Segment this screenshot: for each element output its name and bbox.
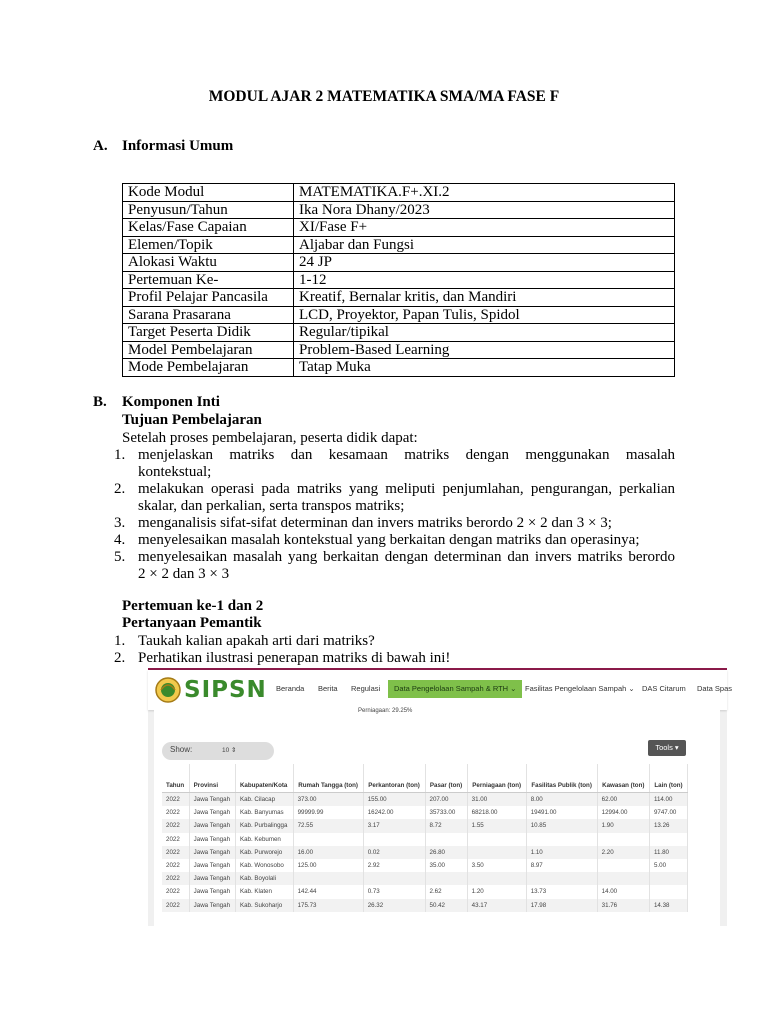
goals-intro: Setelah proses pembelajaran, peserta didik dapat: [122, 430, 418, 446]
sipsn-screenshot [148, 668, 733, 926]
sipsn-logo [154, 676, 267, 704]
column-header[interactable]: Provinsi [189, 764, 235, 793]
nav-data-spasial[interactable]: Data Spas [697, 684, 733, 693]
table-cell: 207.00 [425, 793, 467, 807]
info-row [123, 306, 675, 324]
nav-beranda[interactable]: Beranda [276, 684, 305, 693]
table-cell: Jawa Tengah [189, 899, 235, 912]
table-cell: 2.20 [597, 846, 649, 859]
info-value: LCD, Proyektor, Papan Tulis, Spidol [294, 306, 675, 324]
goal-line: skalar, dan perkalian, serta transpos matriks; [138, 498, 405, 514]
question-number: 2. [114, 650, 126, 666]
table-cell [597, 872, 649, 885]
table-cell [293, 872, 363, 885]
goal-item [114, 532, 675, 549]
goal-text [138, 549, 675, 583]
table-cell: Jawa Tengah [189, 885, 235, 898]
table-cell: 16.00 [293, 846, 363, 859]
table-cell: Kab. Klaten [235, 885, 293, 898]
table-cell: 13.73 [526, 885, 597, 898]
table-cell: 3.50 [467, 859, 526, 872]
table-cell: 2022 [162, 806, 189, 819]
section-a-letter: A. [93, 138, 108, 154]
goal-text [138, 481, 675, 515]
table-cell: 2.92 [363, 859, 425, 872]
question-text: Taukah kalian apakah arti dari matriks? [138, 633, 375, 649]
info-key: Alokasi Waktu [123, 254, 294, 272]
column-header[interactable]: Kawasan (ton) [597, 764, 649, 793]
subheading-pemantik: Pertanyaan Pemantik [122, 615, 262, 631]
table-cell: 17.98 [526, 899, 597, 912]
table-cell: 31.76 [597, 899, 649, 912]
table-cell: 10.85 [526, 819, 597, 832]
table-cell: 50.42 [425, 899, 467, 912]
info-row [123, 254, 675, 272]
goal-item [114, 481, 675, 515]
table-cell: 2022 [162, 885, 189, 898]
table-cell [649, 872, 687, 885]
table-cell [597, 859, 649, 872]
table-cell: 14.00 [597, 885, 649, 898]
info-value: Kreatif, Bernalar kritis, dan Mandiri [294, 289, 675, 307]
table-cell: Kab. Wonosobo [235, 859, 293, 872]
table-row [162, 899, 688, 912]
document-title: MODUL AJAR 2 MATEMATIKA SMA/MA FASE F [208, 88, 560, 105]
table-cell: 8.97 [526, 859, 597, 872]
subheading-pertemuan: Pertemuan ke-1 dan 2 [122, 598, 264, 614]
sipsn-logo-text: SIPSN [184, 677, 267, 703]
table-cell: 72.55 [293, 819, 363, 832]
goal-line: 2 × 2 dan 3 × 3 [138, 566, 230, 582]
info-value: 24 JP [294, 254, 675, 272]
table-cell: 175.73 [293, 899, 363, 912]
questions-list [114, 633, 675, 667]
table-row [162, 833, 688, 846]
info-table [122, 183, 675, 377]
table-cell: 0.02 [363, 846, 425, 859]
table-cell: Jawa Tengah [189, 819, 235, 832]
table-cell: 11.80 [649, 846, 687, 859]
column-header[interactable]: Perkantoran (ton) [363, 764, 425, 793]
goal-line: menjelaskan matriks dan kesamaan matriks dengan menggunakan masalah [138, 447, 675, 463]
info-value: Problem-Based Learning [294, 341, 675, 359]
goal-text [138, 532, 675, 549]
info-row [123, 271, 675, 289]
table-cell: 1.20 [467, 885, 526, 898]
table-row [162, 872, 688, 885]
info-row [123, 289, 675, 307]
table-cell [597, 833, 649, 846]
nav-regulasi[interactable]: Regulasi [351, 684, 381, 693]
info-key: Pertemuan Ke- [123, 271, 294, 289]
garuda-emblem-icon [154, 676, 182, 704]
nav-berita[interactable]: Berita [318, 684, 338, 693]
table-cell: Kab. Boyolali [235, 872, 293, 885]
column-header[interactable]: Rumah Tangga (ton) [293, 764, 363, 793]
table-row [162, 885, 688, 898]
table-cell: 43.17 [467, 899, 526, 912]
table-cell: 2022 [162, 872, 189, 885]
info-key: Target Peserta Didik [123, 324, 294, 342]
table-cell [649, 833, 687, 846]
table-cell: 14.38 [649, 899, 687, 912]
table-cell: 1.55 [467, 819, 526, 832]
table-cell: 12994.00 [597, 806, 649, 819]
info-value: MATEMATIKA.F+.XI.2 [294, 184, 675, 202]
goal-text [138, 515, 675, 532]
table-cell: 26.80 [425, 846, 467, 859]
goal-number: 2. [114, 481, 126, 497]
table-cell: 35.00 [425, 859, 467, 872]
table-cell: 16242.00 [363, 806, 425, 819]
table-cell: 31.00 [467, 793, 526, 807]
show-select[interactable]: 10 ⇕ [222, 747, 237, 754]
table-cell: 2022 [162, 846, 189, 859]
table-cell: Jawa Tengah [189, 859, 235, 872]
table-row [162, 859, 688, 872]
table-cell [425, 872, 467, 885]
goal-line: kontekstual; [138, 464, 212, 480]
table-cell [293, 833, 363, 846]
table-cell: 5.00 [649, 859, 687, 872]
section-b-letter: B. [93, 394, 107, 410]
table-cell: Kab. Banyumas [235, 806, 293, 819]
table-cell: 114.00 [649, 793, 687, 807]
tools-button[interactable]: Tools ▾ [648, 740, 686, 756]
table-cell [467, 872, 526, 885]
table-cell: Kab. Purbalingga [235, 819, 293, 832]
table-cell: Jawa Tengah [189, 793, 235, 807]
section-a-title: Informasi Umum [122, 138, 234, 154]
chart-partial-label: Perniagaan: 29.25% [358, 708, 413, 714]
goal-item [114, 515, 675, 532]
sipsn-navbar [148, 670, 733, 710]
info-row [123, 184, 675, 202]
section-a-heading [0, 138, 768, 156]
table-row [162, 793, 688, 807]
nav-data-pengelolaan[interactable]: Data Pengelolaan Sampah & RTH ⌄ [388, 680, 522, 698]
table-cell: 9747.00 [649, 806, 687, 819]
info-value: Aljabar dan Fungsi [294, 236, 675, 254]
nav-fasilitas[interactable]: Fasilitas Pengelolaan Sampah ⌄ [525, 684, 635, 693]
subheading-tujuan: Tujuan Pembelajaran [122, 412, 262, 428]
table-cell: 68218.00 [467, 806, 526, 819]
table-cell [363, 833, 425, 846]
table-cell: 1.90 [597, 819, 649, 832]
goals-list [114, 447, 675, 583]
info-value: Ika Nora Dhany/2023 [294, 201, 675, 219]
goal-number: 3. [114, 515, 126, 531]
info-row [123, 201, 675, 219]
info-key: Kelas/Fase Capaian [123, 219, 294, 237]
column-header[interactable]: Fasilitas Publik (ton) [526, 764, 597, 793]
table-cell: 19491.00 [526, 806, 597, 819]
goal-text [138, 447, 675, 481]
table-cell: 125.00 [293, 859, 363, 872]
info-row [123, 341, 675, 359]
goal-item [114, 447, 675, 481]
table-cell: Jawa Tengah [189, 846, 235, 859]
info-value: 1-12 [294, 271, 675, 289]
goal-line: menyelesaikan masalah yang berkaitan dengan determinan dan invers matriks berordo [138, 549, 675, 565]
goal-line: menyelesaikan masalah kontekstual yang berkaitan dengan matriks dan operasinya; [138, 532, 640, 548]
table-cell [467, 846, 526, 859]
info-key: Mode Pembelajaran [123, 359, 294, 377]
goal-line: melakukan operasi pada matriks yang meliputi penjumlahan, pengurangan, perkalian [138, 481, 675, 497]
table-cell: 8.00 [526, 793, 597, 807]
table-cell: 2022 [162, 899, 189, 912]
table-cell: 8.72 [425, 819, 467, 832]
info-key: Sarana Prasarana [123, 306, 294, 324]
info-value: XI/Fase F+ [294, 219, 675, 237]
table-cell: Kab. Kebumen [235, 833, 293, 846]
goal-item [114, 549, 675, 583]
column-header[interactable]: Perniagaan (ton) [467, 764, 526, 793]
table-cell: 35733.00 [425, 806, 467, 819]
table-cell: Jawa Tengah [189, 833, 235, 846]
table-cell: 0.73 [363, 885, 425, 898]
section-b-title: Komponen Inti [122, 394, 220, 410]
table-cell: 142.44 [293, 885, 363, 898]
table-cell: 2022 [162, 859, 189, 872]
column-header[interactable]: Lain (ton) [649, 764, 687, 793]
question-item [114, 650, 675, 667]
table-cell: Kab. Purworejo [235, 846, 293, 859]
info-key: Penyusun/Tahun [123, 201, 294, 219]
info-row [123, 359, 675, 377]
table-cell: 99999.99 [293, 806, 363, 819]
goal-number: 1. [114, 447, 126, 463]
table-cell: 2.62 [425, 885, 467, 898]
table-row [162, 819, 688, 832]
table-cell: 13.26 [649, 819, 687, 832]
info-key: Profil Pelajar Pancasila [123, 289, 294, 307]
nav-das-citarum[interactable]: DAS Citarum [642, 684, 686, 693]
table-cell: 1.10 [526, 846, 597, 859]
table-row [162, 806, 688, 819]
table-cell [526, 833, 597, 846]
table-cell: 62.00 [597, 793, 649, 807]
show-entries-control[interactable] [162, 742, 274, 760]
info-row [123, 219, 675, 237]
table-cell: 2022 [162, 819, 189, 832]
show-label: Show: [170, 745, 193, 754]
table-cell [649, 885, 687, 898]
column-header[interactable]: Tahun [162, 764, 189, 793]
table-row [162, 846, 688, 859]
table-cell: Jawa Tengah [189, 806, 235, 819]
table-cell: Kab. Cilacap [235, 793, 293, 807]
table-cell: 2022 [162, 793, 189, 807]
table-cell: Jawa Tengah [189, 872, 235, 885]
info-key: Model Pembelajaran [123, 341, 294, 359]
table-cell: Kab. Sukoharjo [235, 899, 293, 912]
question-number: 1. [114, 633, 126, 649]
table-cell: 26.32 [363, 899, 425, 912]
info-value: Tatap Muka [294, 359, 675, 377]
column-header[interactable]: Pasar (ton) [425, 764, 467, 793]
info-row [123, 324, 675, 342]
section-b-heading [0, 394, 768, 412]
table-cell [363, 872, 425, 885]
table-cell [526, 872, 597, 885]
info-key: Kode Modul [123, 184, 294, 202]
table-cell [467, 833, 526, 846]
question-text: Perhatikan ilustrasi penerapan matriks di bawah ini! [138, 650, 451, 666]
goal-number: 5. [114, 549, 126, 565]
info-key: Elemen/Topik [123, 236, 294, 254]
waste-data-table [162, 764, 688, 912]
question-item [114, 633, 675, 650]
goal-number: 4. [114, 532, 126, 548]
goal-line: menganalisis sifat-sifat determinan dan invers matriks berordo 2 × 2 dan 3 × 3; [138, 515, 612, 531]
table-cell: 2022 [162, 833, 189, 846]
table-cell: 155.00 [363, 793, 425, 807]
table-cell: 373.00 [293, 793, 363, 807]
column-header[interactable]: Kabupaten/Kota [235, 764, 293, 793]
info-value: Regular/tipikal [294, 324, 675, 342]
table-cell [425, 833, 467, 846]
info-row [123, 236, 675, 254]
table-cell: 3.17 [363, 819, 425, 832]
